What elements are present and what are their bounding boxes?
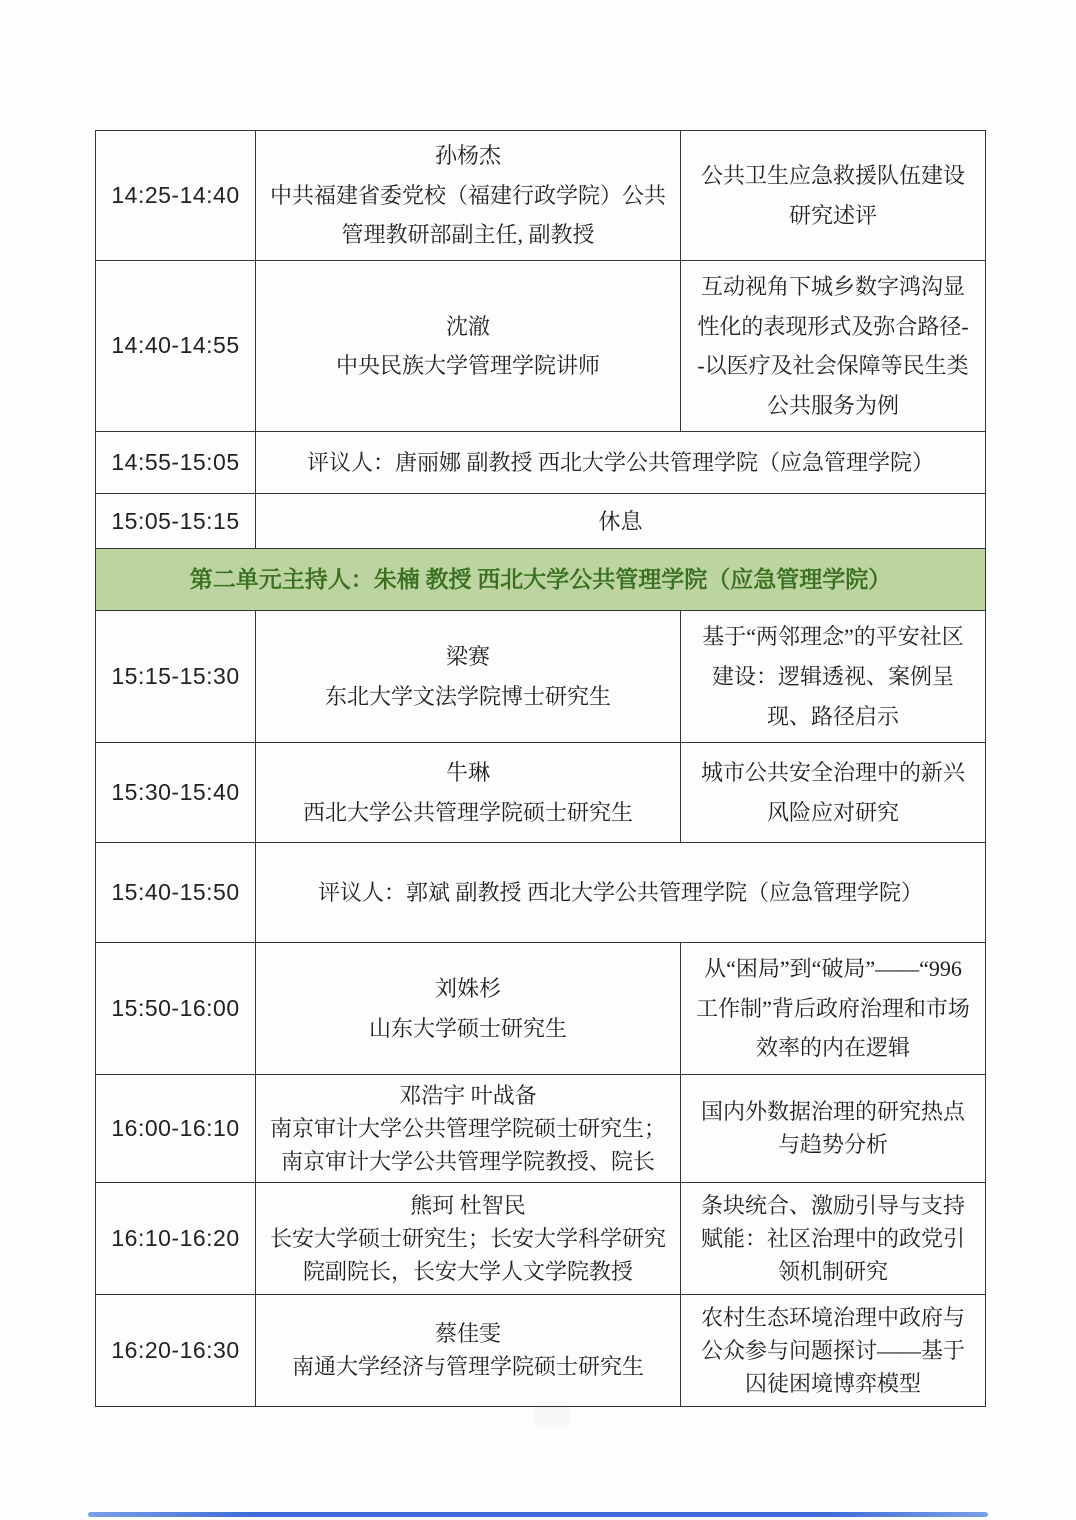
paper-title-cell: 基于“两邻理念”的平安社区建设：逻辑透视、案例呈现、路径启示 [681, 611, 986, 743]
speaker-name: 蔡佳雯 [434, 1321, 501, 1347]
speaker-name: 刘姝杉 [434, 975, 501, 1001]
speaker-name: 孙杨杰 [434, 143, 501, 169]
speaker-name: 邓浩宇 叶战备 [399, 1082, 537, 1108]
speaker-affiliation: 长安大学硕士研究生；长安大学科学研究院副院长，长安大学人文学院教授 [269, 1225, 666, 1284]
speaker-cell [256, 611, 681, 743]
time-cell: 16:00-16:10 [96, 1074, 256, 1182]
session-header-cell: 第二单元主持人：朱楠 教授 西北大学公共管理学院（应急管理学院） [96, 549, 986, 611]
paper-title-cell: 农村生态环境治理中政府与公众参与问题探讨——基于囚徒困境博弈模型 [681, 1294, 986, 1406]
speaker-name: 沈澈 [445, 313, 490, 339]
time-cell: 15:40-15:50 [96, 843, 256, 943]
speaker-affiliation: 西北大学公共管理学院硕士研究生 [302, 799, 633, 825]
speaker-affiliation: 山东大学硕士研究生 [368, 1015, 567, 1041]
paper-title-cell: 国内外数据治理的研究热点与趋势分析 [681, 1074, 986, 1182]
time-cell: 14:40-14:55 [96, 261, 256, 432]
speaker-affiliation: 中共福建省委党校（福建行政学院）公共管理教研部副主任, 副教授 [269, 182, 666, 248]
speaker-affiliation: 东北大学文法学院博士研究生 [324, 683, 611, 709]
time-cell: 15:15-15:30 [96, 611, 256, 743]
evaluator-cell: 评议人：唐丽娜 副教授 西北大学公共管理学院（应急管理学院） [256, 432, 986, 494]
paper-title-cell: 从“困局”到“破局”——“996工作制”背后政府治理和市场效率的内在逻辑 [681, 943, 986, 1075]
paper-title-cell: 公共卫生应急救援队伍建设研究述评 [681, 131, 986, 261]
speaker-affiliation: 南通大学经济与管理学院硕士研究生 [291, 1354, 644, 1380]
schedule-table [95, 130, 986, 1407]
speaker-cell [256, 1182, 681, 1294]
paper-title-cell: 条块统合、激励引导与支持赋能：社区治理中的政党引领机制研究 [681, 1182, 986, 1294]
speaker-cell [256, 261, 681, 432]
time-cell: 14:25-14:40 [96, 131, 256, 261]
time-cell: 15:30-15:40 [96, 743, 256, 843]
speaker-name: 牛琳 [445, 760, 490, 786]
table-row [96, 1074, 986, 1182]
break-cell: 休息 [256, 494, 986, 549]
faint-watermark [535, 1405, 569, 1425]
time-cell: 15:05-15:15 [96, 494, 256, 549]
time-cell: 15:50-16:00 [96, 943, 256, 1075]
time-cell: 16:10-16:20 [96, 1182, 256, 1294]
time-cell: 16:20-16:30 [96, 1294, 256, 1406]
speaker-cell [256, 943, 681, 1075]
table-row [96, 131, 986, 261]
paper-title-cell: 城市公共安全治理中的新兴风险应对研究 [681, 743, 986, 843]
time-cell: 14:55-15:05 [96, 432, 256, 494]
table-row [96, 1182, 986, 1294]
speaker-affiliation: 南京审计大学公共管理学院硕士研究生；南京审计大学公共管理学院教授、院长 [269, 1115, 666, 1174]
table-row [96, 943, 986, 1075]
table-row [96, 432, 986, 494]
speaker-affiliation: 中央民族大学管理学院讲师 [335, 353, 600, 379]
table-row [96, 743, 986, 843]
table-row [96, 261, 986, 432]
table-row [96, 843, 986, 943]
speaker-name: 熊珂 杜智民 [410, 1192, 526, 1218]
table-row [96, 611, 986, 743]
table-row [96, 494, 986, 549]
speaker-name: 梁赛 [445, 644, 490, 670]
speaker-cell [256, 1074, 681, 1182]
paper-title-cell: 互动视角下城乡数字鸿沟显性化的表现形式及弥合路径--以医疗及社会保障等民生类公共服务为例 [681, 261, 986, 432]
bottom-progress-bar [88, 1512, 988, 1517]
table-row [96, 1294, 986, 1406]
session-header-row [96, 549, 986, 611]
speaker-cell [256, 743, 681, 843]
evaluator-cell: 评议人：郭斌 副教授 西北大学公共管理学院（应急管理学院） [256, 843, 986, 943]
speaker-cell [256, 1294, 681, 1406]
speaker-cell [256, 131, 681, 261]
